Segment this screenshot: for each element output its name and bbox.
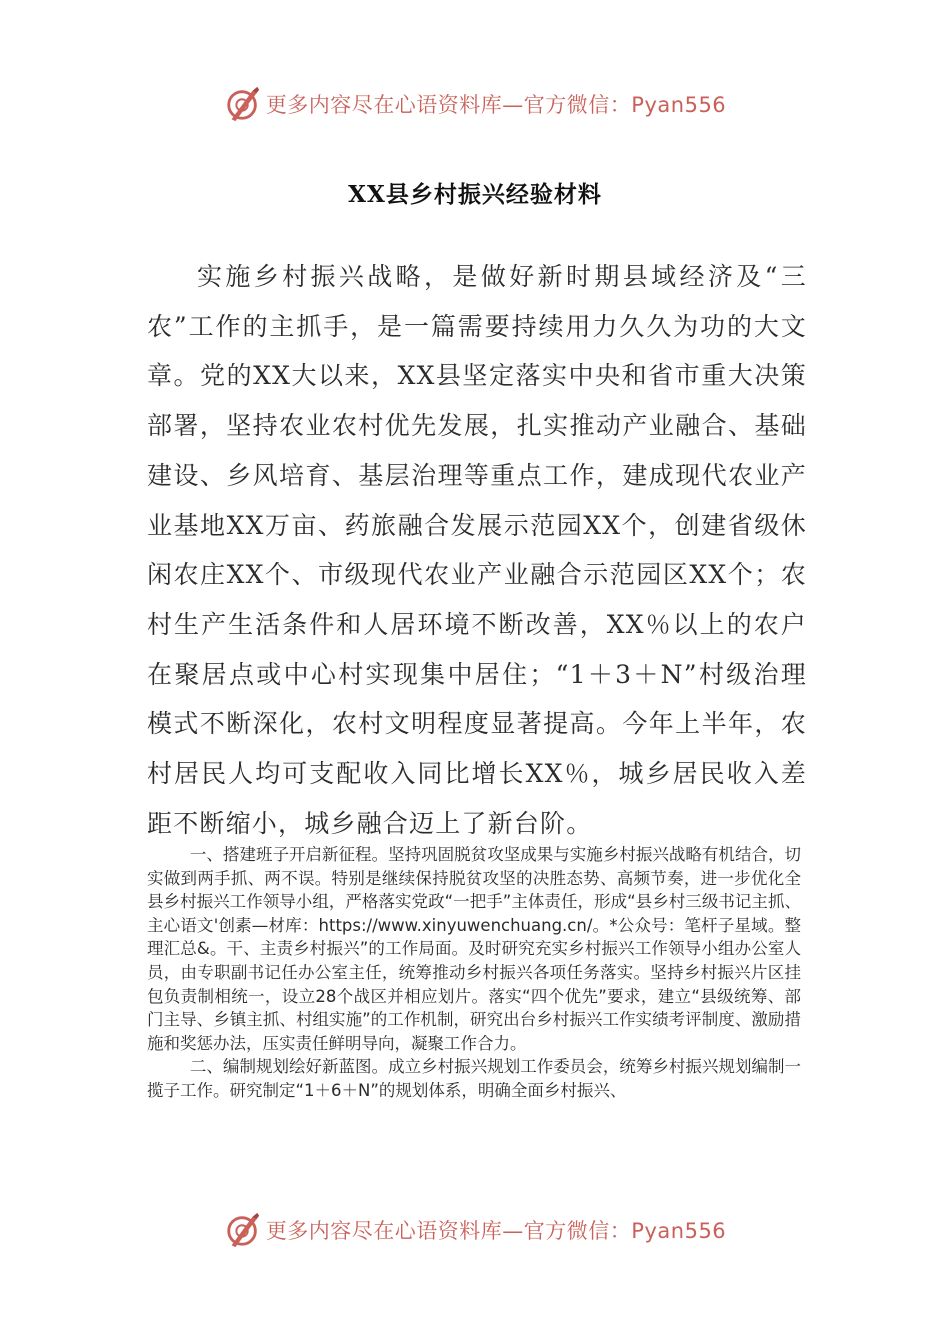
pen-logo-icon <box>224 1211 262 1249</box>
intro-paragraph: 实施乡村振兴战略，是做好新时期县域经济及“三农”工作的主抓手，是一篇需要持续用力久久为功的大文章。党的XX大以来，XX县坚定落实中央和省市重大决策部署，坚持农业农村优先发展，扎实推动产业融合、基础建设、乡风培育、基层治理等重点工作，建成现代农业产业基地XX万亩、药旅融合发展示范园XX个，创建省级休闲农庄XX个、市级现代农业产业融合示范园区XX个；农村生产生活条件和人居环境不断改善，XX％以上的农户在聚居点或中心村实现集中居住；“1＋3＋N”村级治理模式不断深化，农村文明程度显著提高。今年上半年，农村居民人均可支配收入同比增长XX％，城乡居民收入差距不断缩小，城乡融合迈上了新台阶。 <box>147 262 807 838</box>
section-1-paragraph: 一、搭建班子开启新征程。坚持巩固脱贫攻坚成果与实施乡村振兴战略有机结合，切实做到两手抓、两不误。特别是继续保持脱贫攻坚的决胜态势、高频节奏，进一步优化全县乡村振兴工作领导小组，严格落实党政“一把手”主体责任，形成“县乡村三级书记主抓、主心语文'创素—材库：https://www.xinyuwenchuang.cn/。*公众号：笔杆子星域。整理汇总&。干、主责乡村振兴”的工作局面。及时研究充实乡村振兴工作领导小组办公室人员，由专职副书记任办公室主任，统筹推动乡村振兴各项任务落实。坚持乡村振兴片区挂包负责制相统一，设立28个战区并相应划片。落实“四个优先”要求，建立“县级统筹、部门主导、乡镇主抓、村组实施”的工作机制，研究出台乡村振兴工作实绩考评制度、激励措施和奖惩办法，压实责任鲜明导向，凝聚工作合力。 <box>147 845 801 1053</box>
document-title: XX县乡村振兴经验材料 <box>348 181 602 208</box>
footer-banner-text: 更多内容尽在心语资料库—官方微信：Pyan556 <box>265 1219 727 1243</box>
section-2-paragraph: 二、编制规划绘好新蓝图。成立乡村振兴规划工作委员会，统筹乡村振兴规划编制一揽子工作。研究制定“1＋6＋N”的规划体系，明确全面乡村振兴、 <box>147 1057 801 1100</box>
pen-logo-icon <box>224 85 262 123</box>
header-banner <box>0 82 950 126</box>
footer-banner <box>0 1208 950 1252</box>
body-text <box>147 843 801 1103</box>
header-banner-text: 更多内容尽在心语资料库—官方微信：Pyan556 <box>265 93 727 117</box>
